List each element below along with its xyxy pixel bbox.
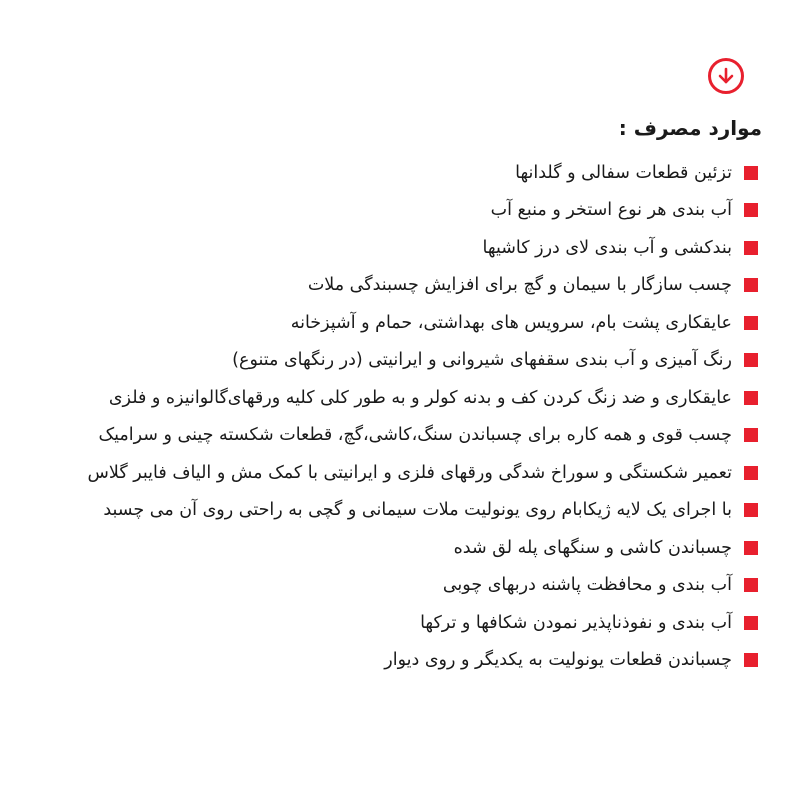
bullet-square-icon: [744, 541, 758, 555]
bullet-square-icon: [744, 391, 758, 405]
list-item: آب بندی و محافظت پاشنه دربهای چوبی: [22, 567, 762, 605]
download-button[interactable]: [708, 58, 744, 94]
list-item: چسباندن کاشی و سنگهای پله لق شده: [22, 529, 762, 567]
uses-section: [22, 112, 762, 679]
bullet-square-icon: [744, 353, 758, 367]
list-item: تعمیر شکستگی و سوراخ شدگی ورقهای فلزی و ایرانیتی با کمک مش و الیاف فایبر گلاس: [22, 454, 762, 492]
bullet-square-icon: [744, 653, 758, 667]
list-item: تزئین قطعات سفالی و گلدانها: [22, 154, 762, 192]
list-item: بندکشی و آب بندی لای درز کاشیها: [22, 229, 762, 267]
list-item: عایقکاری و ضد زنگ کردن کف و بدنه کولر و به طور کلی کلیه ورقهای‌گالوانیزه و فلزی: [22, 379, 762, 417]
list-item: با اجرای یک لایه ژیکابام روی یونولیت ملات سیمانی و گچی به راحتی روی آن می چسبد: [22, 492, 762, 530]
bullet-square-icon: [744, 466, 758, 480]
list-item: آب بندی هر نوع استخر و منبع آب: [22, 192, 762, 230]
bullet-square-icon: [744, 203, 758, 217]
bullet-square-icon: [744, 578, 758, 592]
list-item: رنگ آمیزی و آب بندی سقفهای شیروانی و ایرانیتی (در رنگهای متنوع): [22, 342, 762, 380]
download-arrow-icon: [716, 66, 736, 86]
bullet-square-icon: [744, 316, 758, 330]
list-item: چسباندن قطعات یونولیت به یکدیگر و روی دیوار: [22, 642, 762, 680]
list-item: چسب قوی و همه کاره برای چسباندن سنگ،کاشی،گچ، قطعات شکسته چینی و سرامیک: [22, 417, 762, 455]
bullet-square-icon: [744, 278, 758, 292]
list-item: عایقکاری پشت بام، سرویس های بهداشتی، حمام و آشپزخانه: [22, 304, 762, 342]
bullet-square-icon: [744, 616, 758, 630]
bullet-square-icon: [744, 241, 758, 255]
list-item: آب بندی و نفوذناپذیر نمودن شکافها و ترکها: [22, 604, 762, 642]
list-item: چسب سازگار با سیمان و گچ برای افزایش چسبندگی ملات: [22, 267, 762, 305]
bullet-square-icon: [744, 428, 758, 442]
section-title: موارد مصرف :: [618, 116, 762, 140]
bullet-square-icon: [744, 166, 758, 180]
bullet-square-icon: [744, 503, 758, 517]
uses-list: [22, 154, 762, 679]
